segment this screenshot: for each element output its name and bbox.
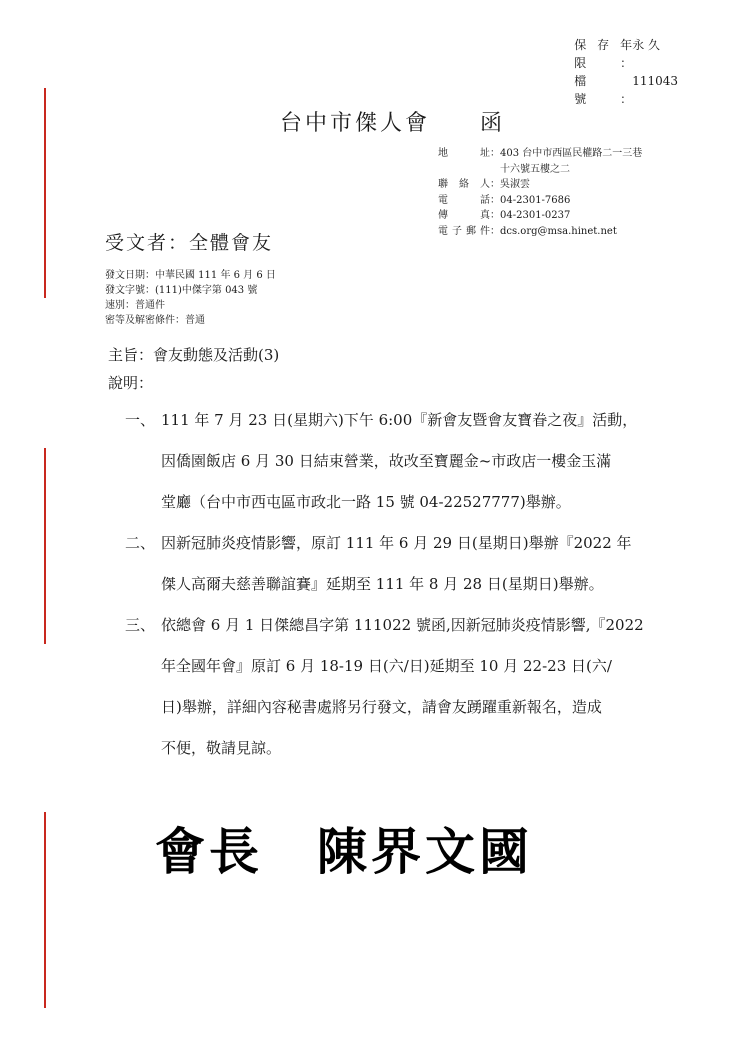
list-item [125, 400, 695, 523]
classification: 密等及解密條件：普通 [105, 315, 205, 326]
contact-fax-value: ：04-2301-0237 [490, 210, 571, 221]
retention-value: 永 久 [632, 38, 661, 52]
item-text: 依總會 6 月 1 日傑總昌字第 111022 號函,因新冠肺炎疫情影響,『2022 年全國年會』原訂 6 月 18-19 日(六/日)延期至 10 月 22-23 日(六/ 日)舉辦，詳細內容秘書處將另行發文，請會友踴躍重新報名，造成 不便，敬請見諒。 [161, 616, 644, 757]
contact-person-value: ：吳淑雲 [490, 179, 530, 190]
list-item [125, 523, 695, 605]
retention-row [574, 36, 678, 72]
contact-phone [438, 193, 642, 209]
retention-label: 保存年限： [574, 38, 633, 70]
contact-person-label: 聯 絡 人 [438, 179, 490, 190]
item-text: 因新冠肺炎疫情影響，原訂 111 年 6 月 29 日(星期日)舉辦『2022 年 傑人高爾夫慈善聯誼賽』延期至 111 年 8 月 28 日(星期日)舉辦。 [161, 534, 632, 593]
description-label: 說明： [108, 374, 154, 392]
margin-line-bottom [44, 812, 46, 1008]
signature: 會長 陳界文國 [155, 823, 533, 881]
contact-phone-value: ：04-2301-7686 [490, 194, 571, 206]
contact-email-value: ：dcs.org@msa.hinet.net [490, 225, 617, 237]
contact-block [438, 146, 642, 239]
contact-fax-label: 傳 真 [438, 210, 490, 221]
list-item [125, 605, 695, 769]
document-title: 台中市傑人會 函 [280, 111, 506, 136]
item-number: 二、 [125, 534, 156, 552]
file-number-value: 111043 [632, 74, 678, 88]
margin-line-top [44, 88, 46, 298]
margin-line-middle [44, 448, 46, 644]
retention-info [574, 36, 678, 108]
subject: 主旨：會友動態及活動(3) [108, 346, 280, 364]
contact-person [438, 177, 642, 193]
contact-email [438, 224, 642, 240]
contact-address [438, 146, 642, 177]
issue-number: 發文字號：(111)中傑字第 043 號 [105, 285, 258, 296]
contact-address-value: ：403 台中市西區民權路二一三巷 十六號五樓之二 [490, 148, 643, 175]
contact-phone-label: 電 話 [438, 194, 490, 206]
file-number-label: 檔 號： [574, 74, 633, 106]
description-items [125, 400, 695, 769]
contact-fax [438, 208, 642, 224]
contact-email-label: 電子郵件 [438, 225, 490, 237]
document-meta [105, 268, 276, 328]
contact-address-label: 地 址 [438, 148, 490, 159]
recipient: 受文者：全體會友 [105, 232, 274, 254]
urgency: 速別：普通件 [105, 300, 165, 311]
item-text: 111 年 7 月 23 日(星期六)下午 6:00『新會友暨會友寶眷之夜』活動， 因僑園飯店 6 月 30 日結束營業，故改至寶麗金~市政店一樓金玉滿 堂廳（台中市西屯區市政北一路 15 號 04-22527777)舉辦。 [161, 411, 638, 511]
item-number: 一、 [125, 411, 156, 429]
issue-date: 發文日期：中華民國 111 年 6 月 6 日 [105, 270, 276, 281]
item-number: 三、 [125, 616, 156, 634]
file-number-row [574, 72, 678, 108]
